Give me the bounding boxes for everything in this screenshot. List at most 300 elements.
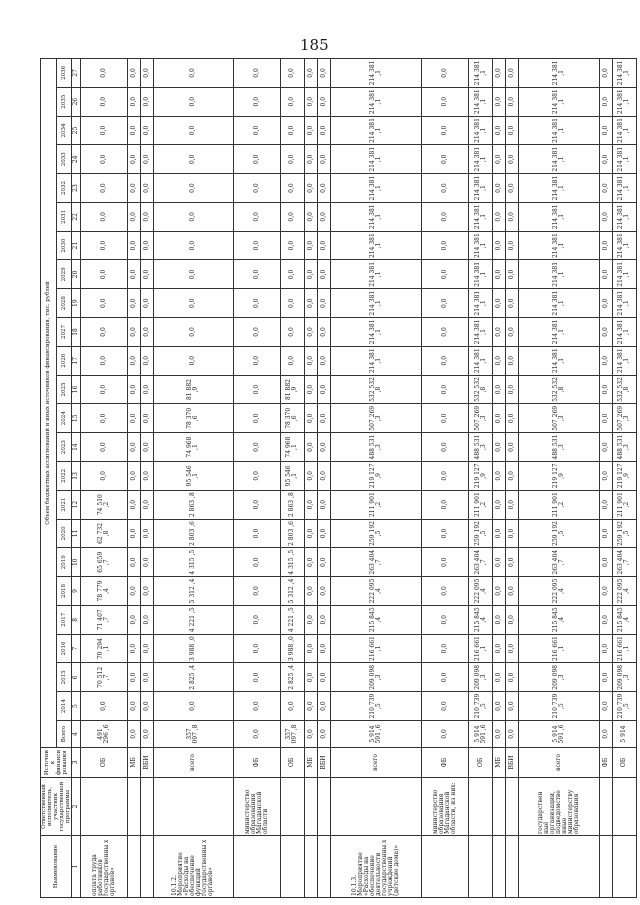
value-cell: 214 381 ,1	[469, 289, 493, 318]
year-header: 2029	[56, 260, 72, 289]
value-cell: 214 381 ,1	[330, 346, 421, 375]
value-cell: 0,0	[304, 548, 317, 577]
row-responsible-cell	[81, 778, 128, 836]
value-cell: 532 532 ,8	[469, 375, 493, 404]
value-cell: 0,0	[506, 605, 519, 634]
value-cell: 0,0	[317, 548, 330, 577]
value-cell: 216 661 ,1	[469, 634, 493, 663]
row-name-cell	[317, 836, 330, 898]
column-index: 2	[72, 778, 81, 836]
value-cell: 0,0	[599, 260, 612, 289]
value-cell: 0,0	[81, 404, 128, 433]
value-cell: 0,0	[127, 461, 140, 490]
value-cell: 507 269 ,3	[612, 404, 636, 433]
value-cell: 214 381 ,1	[469, 318, 493, 347]
column-index: 6	[72, 663, 81, 692]
value-cell: 488 531 ,3	[519, 433, 599, 462]
value-cell: 214 381 ,1	[612, 87, 636, 116]
value-cell: 0,0	[304, 116, 317, 145]
value-cell: 0,0	[506, 461, 519, 490]
value-cell: 0,0	[422, 433, 469, 462]
value-cell: 0,0	[233, 433, 280, 462]
row-source-cell: всего	[330, 748, 421, 778]
value-cell: 74 968 ,1	[280, 433, 304, 462]
value-cell: 0,0	[140, 605, 153, 634]
value-cell: 5 914 591 ,6	[330, 721, 421, 748]
value-cell: 0,0	[506, 519, 519, 548]
value-cell: 0,0	[153, 116, 233, 145]
value-cell: 0,0	[317, 174, 330, 203]
value-cell: 81 882 ,9	[280, 375, 304, 404]
value-cell: 0,0	[317, 59, 330, 88]
row-responsible-cell	[599, 778, 612, 836]
value-cell: 0,0	[127, 548, 140, 577]
year-header: 2018	[56, 577, 72, 606]
value-cell: 0,0	[140, 346, 153, 375]
value-cell: 0,0	[81, 346, 128, 375]
value-cell: 0,0	[422, 605, 469, 634]
value-cell: 0,0	[304, 202, 317, 231]
value-cell: 0,0	[317, 461, 330, 490]
value-cell: 81 882 ,9	[153, 375, 233, 404]
value-cell: 0,0	[304, 145, 317, 174]
value-cell: 0,0	[422, 346, 469, 375]
value-cell: 0,0	[493, 634, 506, 663]
value-cell: 210 739 ,5	[519, 692, 599, 721]
value-cell: 2 863 ,8	[280, 490, 304, 519]
value-cell: 214 381 ,1	[612, 59, 636, 88]
value-cell: 214 381 ,1	[469, 202, 493, 231]
value-cell: 0,0	[599, 692, 612, 721]
table-body	[81, 59, 637, 898]
value-cell: 214 381 ,1	[519, 174, 599, 203]
value-cell: 214 381 ,1	[612, 260, 636, 289]
value-cell: 259 192 ,5	[612, 519, 636, 548]
year-header: 2021	[56, 490, 72, 519]
value-cell: 214 381 ,1	[519, 59, 599, 88]
value-cell: 214 381 ,1	[330, 231, 421, 260]
header-row-1	[41, 59, 57, 898]
value-cell: 214 381 ,1	[330, 145, 421, 174]
value-cell: 214 381 ,1	[469, 174, 493, 203]
value-cell: 0,0	[153, 346, 233, 375]
value-cell: 0,0	[140, 59, 153, 88]
value-cell: 0,0	[140, 634, 153, 663]
column-index: 8	[72, 605, 81, 634]
row-responsible-cell	[469, 778, 493, 836]
value-cell: 0,0	[81, 59, 128, 88]
value-cell: 2 825 ,4	[153, 663, 233, 692]
value-cell: 0,0	[317, 260, 330, 289]
value-cell: 4 221 ,5	[153, 605, 233, 634]
value-cell: 0,0	[304, 519, 317, 548]
value-cell: 0,0	[81, 461, 128, 490]
value-cell: 0,0	[422, 634, 469, 663]
value-cell: 214 381 ,1	[519, 87, 599, 116]
column-index: 12	[72, 490, 81, 519]
value-cell: 210 739 ,5	[330, 692, 421, 721]
row-source-cell: ФБ	[233, 748, 280, 778]
value-cell: 0,0	[506, 634, 519, 663]
value-cell: 4 315 ,5	[280, 548, 304, 577]
value-cell: 532 532 ,8	[330, 375, 421, 404]
value-cell: 259 192 ,5	[469, 519, 493, 548]
row-responsible-cell	[612, 778, 636, 836]
value-cell: 0,0	[153, 692, 233, 721]
column-index: 13	[72, 461, 81, 490]
year-header: 2014	[56, 692, 72, 721]
value-cell: 0,0	[304, 634, 317, 663]
column-index: 9	[72, 577, 81, 606]
value-cell: 0,0	[81, 87, 128, 116]
column-index-row	[72, 59, 81, 898]
value-cell: 0,0	[81, 375, 128, 404]
value-cell: 0,0	[493, 433, 506, 462]
value-cell: 0,0	[304, 318, 317, 347]
value-cell: 215 845 ,4	[330, 605, 421, 634]
value-cell: 95 546 ,1	[280, 461, 304, 490]
value-cell: 0,0	[233, 519, 280, 548]
value-cell: 0,0	[493, 404, 506, 433]
value-cell: 0,0	[81, 433, 128, 462]
value-cell: 0,0	[140, 202, 153, 231]
value-cell: 214 381 ,1	[519, 289, 599, 318]
column-index: 21	[72, 231, 81, 260]
value-cell: 0,0	[599, 577, 612, 606]
value-cell: 0,0	[506, 404, 519, 433]
value-cell: 0,0	[599, 59, 612, 88]
value-cell: 0,0	[304, 577, 317, 606]
value-cell: 0,0	[317, 202, 330, 231]
row-responsible-cell	[127, 778, 140, 836]
value-cell: 0,0	[127, 692, 140, 721]
value-cell: 216 661 ,1	[330, 634, 421, 663]
row-responsible-cell	[317, 778, 330, 836]
value-cell: 0,0	[153, 174, 233, 203]
table-row	[280, 59, 304, 898]
year-header: 2032	[56, 174, 72, 203]
value-cell: 0,0	[233, 634, 280, 663]
value-cell: 0,0	[127, 433, 140, 462]
value-cell: 0,0	[317, 490, 330, 519]
value-cell: 0,0	[493, 721, 506, 748]
value-cell: 0,0	[317, 289, 330, 318]
value-cell: 0,0	[140, 231, 153, 260]
row-name-cell	[519, 836, 599, 898]
value-cell: 0,0	[233, 318, 280, 347]
value-cell: 0,0	[153, 59, 233, 88]
value-cell: 0,0	[127, 519, 140, 548]
value-cell: 214 381 ,1	[612, 231, 636, 260]
row-responsible-cell: министерство образования Магаданской области, из них:	[422, 778, 469, 836]
row-source-cell: МБ	[127, 748, 140, 778]
value-cell: 0,0	[127, 231, 140, 260]
value-cell: 216 661 ,1	[612, 634, 636, 663]
row-name-cell	[304, 836, 317, 898]
value-cell: 0,0	[317, 721, 330, 748]
value-cell: 0,0	[493, 87, 506, 116]
value-cell: 263 404 ,7	[330, 548, 421, 577]
value-cell: 0,0	[422, 231, 469, 260]
table-row	[233, 59, 280, 898]
value-cell: 214 381 ,1	[469, 260, 493, 289]
row-source-cell: ОБ	[469, 748, 493, 778]
value-cell: 0,0	[140, 375, 153, 404]
value-cell: 214 381 ,1	[469, 346, 493, 375]
year-header: 2020	[56, 519, 72, 548]
value-cell: 0,0	[233, 692, 280, 721]
value-cell: 0,0	[493, 663, 506, 692]
value-cell: 210 739 ,5	[469, 692, 493, 721]
value-cell: 0,0	[127, 87, 140, 116]
column-index: 7	[72, 634, 81, 663]
value-cell: 2 863 ,8	[153, 490, 233, 519]
column-index: 24	[72, 145, 81, 174]
value-cell: 214 381 ,1	[612, 174, 636, 203]
row-responsible-cell: государствен ные организации, подведомстве нные министерству образования	[519, 778, 599, 836]
value-cell: 62 732 ,8	[81, 519, 128, 548]
column-index: 1	[72, 836, 81, 898]
value-cell: 0,0	[304, 461, 317, 490]
value-cell: 0,0	[506, 577, 519, 606]
value-cell: 0,0	[493, 375, 506, 404]
value-cell: 74 968 ,1	[153, 433, 233, 462]
value-cell: 214 381 ,1	[330, 318, 421, 347]
value-cell: 95 546 ,1	[153, 461, 233, 490]
value-cell: 0,0	[317, 692, 330, 721]
value-cell: 0,0	[422, 663, 469, 692]
value-cell: 2 803 ,6	[280, 519, 304, 548]
value-cell: 0,0	[304, 231, 317, 260]
value-cell: 0,0	[233, 145, 280, 174]
value-cell: 0,0	[127, 605, 140, 634]
value-cell: 5 914 591 ,6	[519, 721, 599, 748]
value-cell: 71 407 ,7	[81, 605, 128, 634]
value-cell: 214 381 ,1	[469, 59, 493, 88]
value-cell: 0,0	[304, 692, 317, 721]
column-index: 4	[72, 721, 81, 748]
column-index: 5	[72, 692, 81, 721]
year-header: 2016	[56, 634, 72, 663]
value-cell: 0,0	[81, 174, 128, 203]
value-cell: 0,0	[317, 318, 330, 347]
value-cell: 0,0	[493, 231, 506, 260]
year-header: 2030	[56, 231, 72, 260]
row-responsible-cell	[280, 778, 304, 836]
value-cell: 259 192 ,5	[519, 519, 599, 548]
year-header: 2017	[56, 605, 72, 634]
value-cell: 0,0	[422, 87, 469, 116]
row-source-cell: МБ	[493, 748, 506, 778]
value-cell: 0,0	[422, 721, 469, 748]
value-cell: 0,0	[493, 461, 506, 490]
value-cell: 0,0	[599, 519, 612, 548]
value-cell: 222 095 ,4	[469, 577, 493, 606]
value-cell: 0,0	[127, 404, 140, 433]
row-name-cell	[599, 836, 612, 898]
value-cell: 0,0	[599, 605, 612, 634]
value-cell: 0,0	[81, 289, 128, 318]
row-name-cell: 10.1.3. Мероприятие «Расходы на обеспечение деятельности государственны х учреждений (детские дома)»	[330, 836, 421, 898]
row-responsible-cell	[140, 778, 153, 836]
value-cell: 0,0	[506, 433, 519, 462]
value-cell: 214 381 ,1	[469, 231, 493, 260]
value-cell: 0,0	[599, 116, 612, 145]
value-cell: 0,0	[233, 721, 280, 748]
value-cell: 216 661 ,1	[519, 634, 599, 663]
table-row	[493, 59, 506, 898]
value-cell: 0,0	[599, 231, 612, 260]
value-cell: 0,0	[153, 318, 233, 347]
value-cell: 4 221 ,5	[280, 605, 304, 634]
value-cell: 0,0	[127, 375, 140, 404]
value-cell: 263 404 ,7	[469, 548, 493, 577]
year-header: 2024	[56, 404, 72, 433]
value-cell: 0,0	[233, 116, 280, 145]
value-cell: 532 532 ,8	[519, 375, 599, 404]
value-cell: 0,0	[599, 346, 612, 375]
value-cell: 214 381 ,1	[519, 202, 599, 231]
value-cell: 0,0	[304, 87, 317, 116]
value-cell: 0,0	[317, 346, 330, 375]
col-total-header: Всего	[56, 721, 72, 748]
value-cell: 263 404 ,7	[612, 548, 636, 577]
value-cell: 0,0	[506, 663, 519, 692]
rotated-table	[40, 58, 631, 898]
value-cell: 0,0	[153, 289, 233, 318]
value-cell: 0,0	[493, 174, 506, 203]
year-header: 2036	[56, 59, 72, 88]
value-cell: 0,0	[140, 519, 153, 548]
value-cell: 0,0	[599, 721, 612, 748]
value-cell: 214 381 ,1	[519, 231, 599, 260]
table-row	[612, 59, 636, 898]
value-cell: 0,0	[304, 721, 317, 748]
value-cell: 219 127 ,9	[330, 461, 421, 490]
value-cell: 0,0	[140, 289, 153, 318]
year-header: 2015	[56, 663, 72, 692]
value-cell: 0,0	[506, 490, 519, 519]
value-cell: 0,0	[317, 375, 330, 404]
value-cell: 0,0	[140, 116, 153, 145]
row-responsible-cell	[330, 778, 421, 836]
value-cell: 0,0	[140, 145, 153, 174]
column-index: 10	[72, 548, 81, 577]
value-cell: 0,0	[317, 577, 330, 606]
table-container	[40, 58, 631, 898]
row-source-cell: ВБИ	[140, 748, 153, 778]
table-row	[330, 59, 421, 898]
value-cell: 0,0	[506, 692, 519, 721]
value-cell: 0,0	[599, 548, 612, 577]
value-cell: 0,0	[304, 289, 317, 318]
value-cell: 0,0	[127, 346, 140, 375]
value-cell: 214 381 ,1	[330, 202, 421, 231]
row-name-cell	[422, 836, 469, 898]
value-cell: 215 845 ,4	[469, 605, 493, 634]
value-cell: 0,0	[422, 116, 469, 145]
value-cell: 78 370 ,6	[153, 404, 233, 433]
value-cell: 507 269 ,3	[469, 404, 493, 433]
value-cell: 0,0	[140, 577, 153, 606]
budget-table	[40, 58, 637, 898]
value-cell: 0,0	[599, 375, 612, 404]
value-cell: 3 988 ,0	[153, 634, 233, 663]
value-cell: 0,0	[140, 404, 153, 433]
value-cell: 0,0	[280, 87, 304, 116]
col-name-header: Наименование	[41, 836, 72, 898]
value-cell: 0,0	[280, 318, 304, 347]
value-cell: 0,0	[599, 404, 612, 433]
column-index: 22	[72, 202, 81, 231]
column-index: 25	[72, 116, 81, 145]
row-source-cell: ОБ	[612, 748, 636, 778]
value-cell: 215 845 ,4	[519, 605, 599, 634]
value-cell: 0,0	[317, 87, 330, 116]
value-cell: 0,0	[304, 663, 317, 692]
value-cell: 0,0	[304, 605, 317, 634]
value-cell: 219 127 ,9	[612, 461, 636, 490]
col-responsible-header: Ответственный исполнитель, участник государственной программы	[41, 778, 72, 836]
value-cell: 0,0	[280, 202, 304, 231]
value-cell: 0,0	[506, 231, 519, 260]
value-cell: 0,0	[280, 231, 304, 260]
row-name-cell	[469, 836, 493, 898]
value-cell: 0,0	[493, 577, 506, 606]
value-cell: 0,0	[81, 318, 128, 347]
value-cell: 357 097 ,8	[280, 721, 304, 748]
value-cell: 0,0	[140, 490, 153, 519]
value-cell: 0,0	[304, 375, 317, 404]
value-cell: 214 381 ,1	[519, 145, 599, 174]
value-cell: 0,0	[127, 260, 140, 289]
row-responsible-cell: министерство образования Магаданской области	[233, 778, 280, 836]
value-cell: 0,0	[317, 519, 330, 548]
value-cell: 488 531 ,3	[612, 433, 636, 462]
year-header: 2033	[56, 145, 72, 174]
row-responsible-cell	[153, 778, 233, 836]
value-cell: 0,0	[493, 346, 506, 375]
value-cell: 0,0	[599, 318, 612, 347]
value-cell: 0,0	[127, 174, 140, 203]
row-source-cell: ФБ	[599, 748, 612, 778]
value-cell: 0,0	[140, 692, 153, 721]
value-cell: 0,0	[599, 490, 612, 519]
row-responsible-cell	[493, 778, 506, 836]
value-cell: 0,0	[233, 490, 280, 519]
value-cell: 210 739 ,5	[612, 692, 636, 721]
value-cell: 209 098 ,3	[612, 663, 636, 692]
value-cell: 209 098 ,3	[519, 663, 599, 692]
value-cell: 214 381 ,1	[612, 318, 636, 347]
value-cell: 0,0	[599, 433, 612, 462]
value-cell: 0,0	[493, 692, 506, 721]
table-row	[506, 59, 519, 898]
value-cell: 5 312 ,4	[153, 577, 233, 606]
value-cell: 0,0	[493, 116, 506, 145]
value-cell: 0,0	[233, 577, 280, 606]
value-cell: 0,0	[422, 375, 469, 404]
value-cell: 211 901 ,2	[469, 490, 493, 519]
value-cell: 0,0	[422, 404, 469, 433]
table-row	[153, 59, 233, 898]
value-cell: 0,0	[599, 289, 612, 318]
value-cell: 214 381 ,1	[612, 202, 636, 231]
value-cell: 0,0	[81, 202, 128, 231]
value-cell: 0,0	[506, 202, 519, 231]
value-cell: 0,0	[280, 289, 304, 318]
value-cell: 0,0	[280, 145, 304, 174]
